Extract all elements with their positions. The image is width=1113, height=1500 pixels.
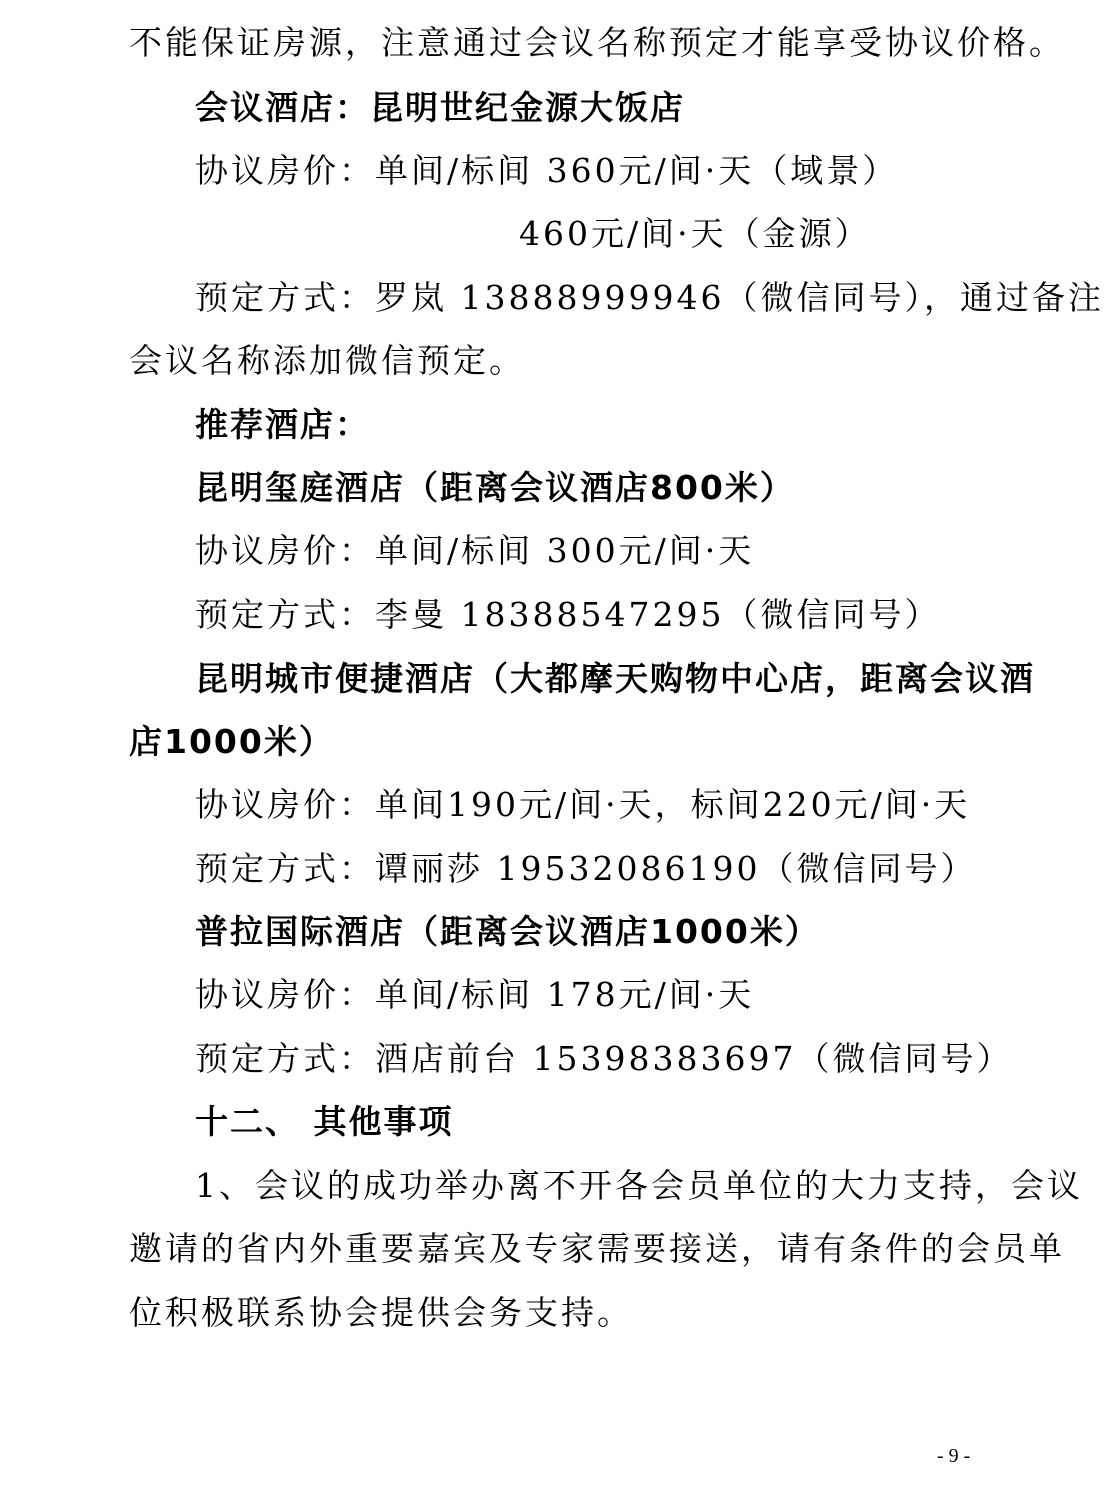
hotel-booking-city-inn: 预定方式：谭丽莎 19532086190（微信同号）	[195, 849, 977, 888]
other-item-paragraph-end: 位积极联系协会提供会务支持。	[129, 1293, 633, 1332]
meeting-hotel-price: 协议房价：单间/标间 360元/间·天（域景）	[195, 151, 899, 190]
other-item-paragraph: 1、会议的成功举办离不开各会员单位的大力支持，会议	[195, 1166, 1083, 1205]
hotel-booking-pula: 预定方式：酒店前台 15398383697（微信同号）	[195, 1039, 1013, 1078]
hotel-heading-city-inn: 昆明城市便捷酒店（大都摩天购物中心店，距离会议酒	[195, 659, 1035, 698]
hotel-booking-xiting: 预定方式：李曼 18388547295（微信同号）	[195, 595, 941, 634]
hotel-heading-xiting: 昆明玺庭酒店（距离会议酒店800米）	[195, 468, 795, 507]
other-item-paragraph-cont: 邀请的省内外重要嘉宾及专家需要接送，请有条件的会员单	[129, 1229, 1065, 1268]
hotel-heading-city-inn-cont: 店1000米）	[129, 722, 334, 761]
meeting-hotel-booking: 预定方式：罗岚 13888999946（微信同号），通过备注	[195, 278, 1104, 317]
section-heading-other: 十二、 其他事项	[195, 1102, 454, 1141]
recommended-hotels-heading: 推荐酒店：	[195, 405, 370, 444]
page-number: - 9 -	[937, 1445, 971, 1467]
body-text-line: 不能保证房源，注意通过会议名称预定才能享受协议价格。	[129, 23, 1065, 62]
hotel-heading-pula: 普拉国际酒店（距离会议酒店1000米）	[195, 912, 820, 951]
hotel-price-xiting: 协议房价：单间/标间 300元/间·天	[195, 531, 755, 570]
hotel-price-city-inn: 协议房价：单间190元/间·天，标间220元/间·天	[195, 785, 971, 824]
meeting-hotel-price-alt: 460元/间·天（金源）	[519, 214, 871, 253]
meeting-hotel-heading: 会议酒店：昆明世纪金源大饭店	[195, 88, 685, 127]
hotel-price-pula: 协议房价：单间/标间 178元/间·天	[195, 975, 755, 1014]
meeting-hotel-booking-cont: 会议名称添加微信预定。	[129, 341, 525, 380]
